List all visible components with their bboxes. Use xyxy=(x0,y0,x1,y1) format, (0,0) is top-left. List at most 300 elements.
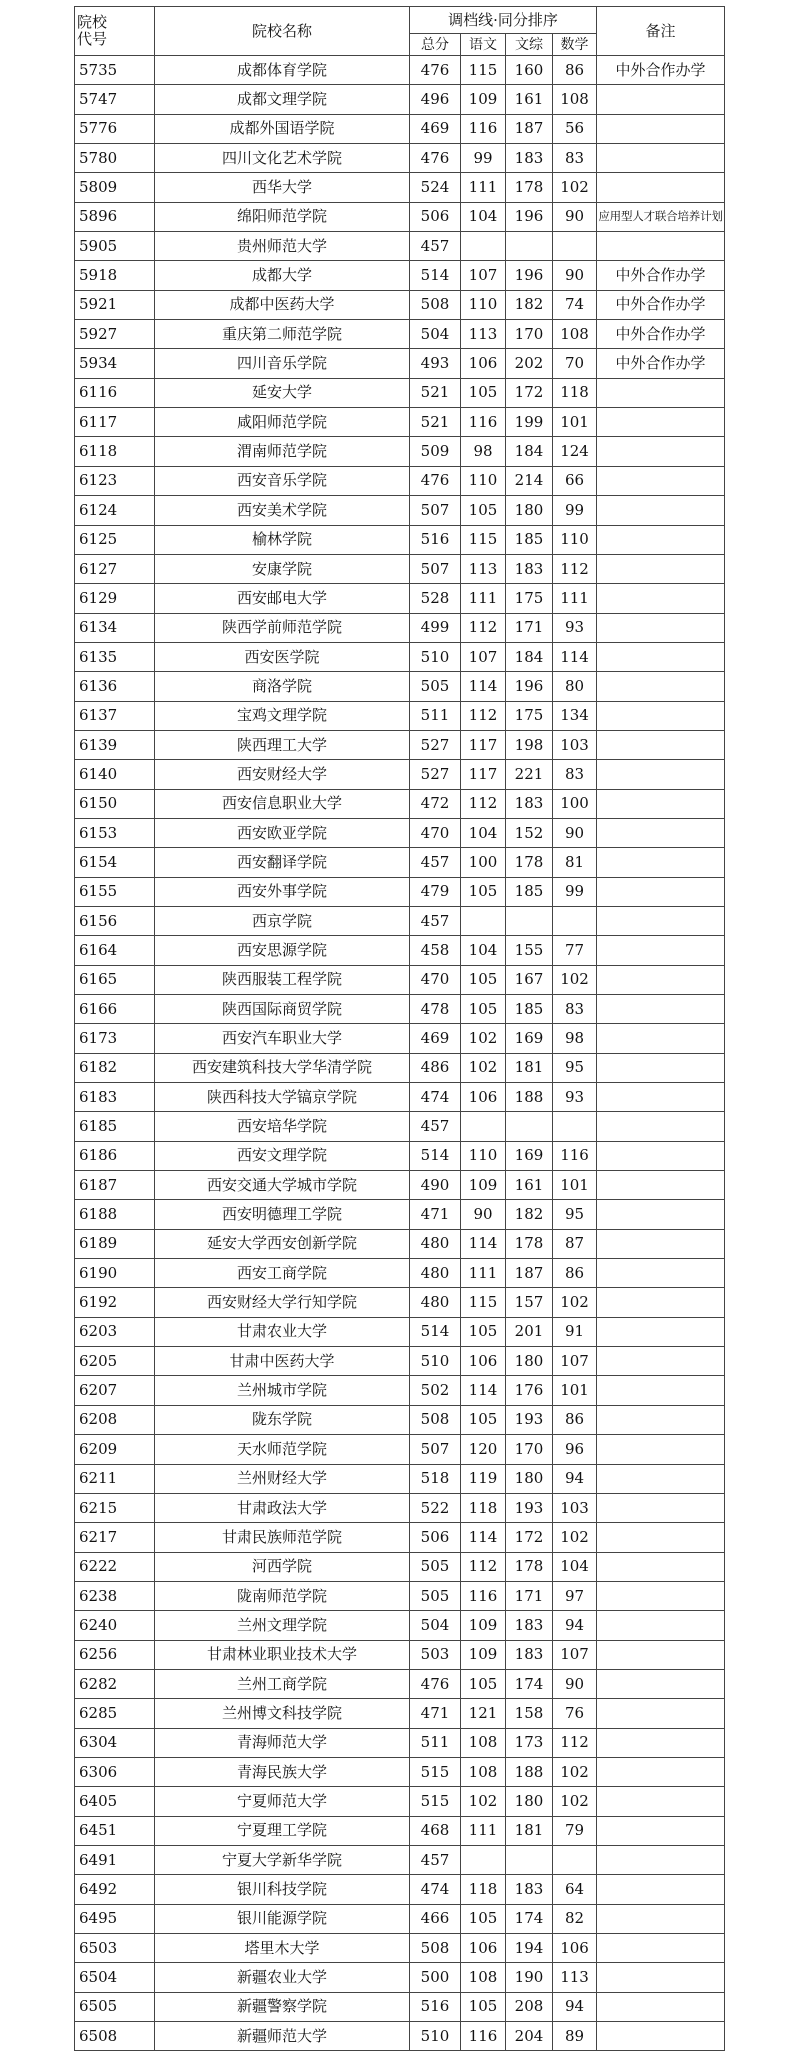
school-code-cell: 6192 xyxy=(75,1288,155,1317)
school-name-cell: 西安思源学院 xyxy=(155,936,410,965)
math-score-cell xyxy=(553,1112,597,1141)
total-score-cell: 476 xyxy=(410,56,461,85)
math-score-cell: 70 xyxy=(553,349,597,378)
table-row xyxy=(75,1963,725,1992)
school-name-cell: 天水师范学院 xyxy=(155,1435,410,1464)
math-score-cell: 99 xyxy=(553,496,597,525)
chinese-score-cell: 102 xyxy=(461,1024,506,1053)
chinese-score-cell: 119 xyxy=(461,1464,506,1493)
table-row xyxy=(75,1200,725,1229)
school-code-cell: 6125 xyxy=(75,525,155,554)
liberal-arts-score-cell xyxy=(506,1845,553,1874)
total-score-cell: 476 xyxy=(410,1669,461,1698)
school-code-cell: 6183 xyxy=(75,1083,155,1112)
liberal-arts-score-cell: 198 xyxy=(506,730,553,759)
remark-cell xyxy=(597,1347,725,1376)
table-row xyxy=(75,1024,725,1053)
chinese-score-cell: 107 xyxy=(461,261,506,290)
remark-cell xyxy=(597,642,725,671)
table-row xyxy=(75,1757,725,1786)
school-code-cell: 6137 xyxy=(75,701,155,730)
table-row xyxy=(75,1317,725,1346)
total-score-cell: 490 xyxy=(410,1171,461,1200)
table-row xyxy=(75,1787,725,1816)
school-name-cell: 西安翻译学院 xyxy=(155,848,410,877)
school-name-cell: 兰州工商学院 xyxy=(155,1669,410,1698)
liberal-arts-score-cell: 194 xyxy=(506,1934,553,1963)
remark-cell xyxy=(597,760,725,789)
chinese-score-cell: 115 xyxy=(461,525,506,554)
remark-cell xyxy=(597,1699,725,1728)
school-name-cell: 成都体育学院 xyxy=(155,56,410,85)
remark-cell xyxy=(597,466,725,495)
school-name-cell: 青海师范大学 xyxy=(155,1728,410,1757)
header-liberal-arts-score: 文综 xyxy=(506,34,553,56)
school-name-cell: 西安外事学院 xyxy=(155,877,410,906)
school-code-cell: 6205 xyxy=(75,1347,155,1376)
school-name-cell: 西华大学 xyxy=(155,173,410,202)
admission-score-table xyxy=(74,6,725,2051)
liberal-arts-score-cell: 196 xyxy=(506,202,553,231)
table-row xyxy=(75,1904,725,1933)
total-score-cell: 516 xyxy=(410,1992,461,2021)
remark-cell xyxy=(597,554,725,583)
liberal-arts-score-cell: 183 xyxy=(506,1640,553,1669)
remark-cell xyxy=(597,1317,725,1346)
table-row xyxy=(75,642,725,671)
liberal-arts-score-cell: 171 xyxy=(506,613,553,642)
remark-cell xyxy=(597,1053,725,1082)
school-name-cell: 新疆师范大学 xyxy=(155,2022,410,2051)
school-name-cell: 陇东学院 xyxy=(155,1405,410,1434)
total-score-cell: 507 xyxy=(410,496,461,525)
table-row xyxy=(75,1992,725,2021)
math-score-cell xyxy=(553,232,597,261)
total-score-cell: 500 xyxy=(410,1963,461,1992)
chinese-score-cell: 109 xyxy=(461,1640,506,1669)
school-code-cell: 6451 xyxy=(75,1816,155,1845)
school-name-cell: 兰州博文科技学院 xyxy=(155,1699,410,1728)
school-name-cell: 甘肃林业职业技术大学 xyxy=(155,1640,410,1669)
table-row xyxy=(75,789,725,818)
math-score-cell: 87 xyxy=(553,1229,597,1258)
total-score-cell: 486 xyxy=(410,1053,461,1082)
school-code-cell: 6209 xyxy=(75,1435,155,1464)
total-score-cell: 457 xyxy=(410,1112,461,1141)
chinese-score-cell: 111 xyxy=(461,584,506,613)
table-row xyxy=(75,1640,725,1669)
total-score-cell: 457 xyxy=(410,1845,461,1874)
remark-cell xyxy=(597,1875,725,1904)
remark-cell xyxy=(597,1963,725,1992)
liberal-arts-score-cell: 183 xyxy=(506,1611,553,1640)
chinese-score-cell: 110 xyxy=(461,1141,506,1170)
remark-cell xyxy=(597,1376,725,1405)
total-score-cell: 508 xyxy=(410,290,461,319)
math-score-cell: 101 xyxy=(553,408,597,437)
school-name-cell: 河西学院 xyxy=(155,1552,410,1581)
total-score-cell: 471 xyxy=(410,1200,461,1229)
total-score-cell: 457 xyxy=(410,906,461,935)
chinese-score-cell xyxy=(461,1845,506,1874)
math-score-cell: 116 xyxy=(553,1141,597,1170)
school-code-cell: 6505 xyxy=(75,1992,155,2021)
admission-score-table-sheet xyxy=(74,6,724,2051)
math-score-cell: 118 xyxy=(553,378,597,407)
chinese-score-cell: 100 xyxy=(461,848,506,877)
table-row xyxy=(75,818,725,847)
chinese-score-cell: 105 xyxy=(461,877,506,906)
math-score-cell: 112 xyxy=(553,554,597,583)
chinese-score-cell: 114 xyxy=(461,1376,506,1405)
school-name-cell: 西安财经大学 xyxy=(155,760,410,789)
school-name-cell: 榆林学院 xyxy=(155,525,410,554)
total-score-cell: 524 xyxy=(410,173,461,202)
chinese-score-cell xyxy=(461,1112,506,1141)
total-score-cell: 458 xyxy=(410,936,461,965)
liberal-arts-score-cell: 208 xyxy=(506,1992,553,2021)
remark-cell xyxy=(597,995,725,1024)
liberal-arts-score-cell: 188 xyxy=(506,1757,553,1786)
school-name-cell: 成都中医药大学 xyxy=(155,290,410,319)
math-score-cell: 94 xyxy=(553,1611,597,1640)
math-score-cell: 94 xyxy=(553,1464,597,1493)
math-score-cell: 66 xyxy=(553,466,597,495)
school-name-cell: 西安明德理工学院 xyxy=(155,1200,410,1229)
table-row xyxy=(75,1669,725,1698)
chinese-score-cell: 105 xyxy=(461,995,506,1024)
school-code-cell: 6182 xyxy=(75,1053,155,1082)
table-header xyxy=(75,7,725,56)
total-score-cell: 474 xyxy=(410,1875,461,1904)
total-score-cell: 470 xyxy=(410,965,461,994)
school-name-cell: 甘肃民族师范学院 xyxy=(155,1523,410,1552)
school-code-cell: 6304 xyxy=(75,1728,155,1757)
math-score-cell: 96 xyxy=(553,1435,597,1464)
total-score-cell: 505 xyxy=(410,1581,461,1610)
total-score-cell: 503 xyxy=(410,1640,461,1669)
remark-cell xyxy=(597,701,725,730)
school-name-cell: 青海民族大学 xyxy=(155,1757,410,1786)
chinese-score-cell: 105 xyxy=(461,1669,506,1698)
remark-cell xyxy=(597,1405,725,1434)
math-score-cell: 86 xyxy=(553,56,597,85)
liberal-arts-score-cell: 170 xyxy=(506,1435,553,1464)
table-row xyxy=(75,906,725,935)
total-score-cell: 506 xyxy=(410,202,461,231)
table-row xyxy=(75,554,725,583)
liberal-arts-score-cell: 180 xyxy=(506,1464,553,1493)
table-row xyxy=(75,378,725,407)
total-score-cell: 468 xyxy=(410,1816,461,1845)
remark-cell xyxy=(597,965,725,994)
chinese-score-cell: 106 xyxy=(461,1347,506,1376)
remark-cell xyxy=(597,525,725,554)
total-score-cell: 457 xyxy=(410,848,461,877)
table-row xyxy=(75,1699,725,1728)
chinese-score-cell: 116 xyxy=(461,114,506,143)
total-score-cell: 469 xyxy=(410,114,461,143)
chinese-score-cell: 102 xyxy=(461,1787,506,1816)
total-score-cell: 479 xyxy=(410,877,461,906)
school-code-cell: 6123 xyxy=(75,466,155,495)
math-score-cell: 64 xyxy=(553,1875,597,1904)
chinese-score-cell: 108 xyxy=(461,1728,506,1757)
math-score-cell: 90 xyxy=(553,261,597,290)
math-score-cell: 103 xyxy=(553,1493,597,1522)
liberal-arts-score-cell: 199 xyxy=(506,408,553,437)
math-score-cell: 134 xyxy=(553,701,597,730)
school-name-cell: 成都文理学院 xyxy=(155,85,410,114)
remark-cell xyxy=(597,789,725,818)
table-row xyxy=(75,701,725,730)
math-score-cell: 102 xyxy=(553,1523,597,1552)
math-score-cell: 56 xyxy=(553,114,597,143)
school-name-cell: 安康学院 xyxy=(155,554,410,583)
school-code-cell: 5747 xyxy=(75,85,155,114)
chinese-score-cell: 113 xyxy=(461,554,506,583)
remark-cell xyxy=(597,1669,725,1698)
total-score-cell: 504 xyxy=(410,320,461,349)
total-score-cell: 515 xyxy=(410,1787,461,1816)
table-row xyxy=(75,1552,725,1581)
liberal-arts-score-cell: 181 xyxy=(506,1053,553,1082)
school-code-cell: 6222 xyxy=(75,1552,155,1581)
chinese-score-cell: 112 xyxy=(461,1552,506,1581)
total-score-cell: 502 xyxy=(410,1376,461,1405)
school-code-cell: 6508 xyxy=(75,2022,155,2051)
math-score-cell: 90 xyxy=(553,818,597,847)
chinese-score-cell: 113 xyxy=(461,320,506,349)
remark-cell xyxy=(597,613,725,642)
school-code-cell: 6238 xyxy=(75,1581,155,1610)
math-score-cell: 108 xyxy=(553,320,597,349)
math-score-cell: 94 xyxy=(553,1992,597,2021)
remark-cell xyxy=(597,672,725,701)
math-score-cell xyxy=(553,906,597,935)
remark-cell xyxy=(597,1464,725,1493)
school-code-cell: 6164 xyxy=(75,936,155,965)
remark-cell xyxy=(597,1845,725,1874)
math-score-cell: 98 xyxy=(553,1024,597,1053)
school-code-cell: 6154 xyxy=(75,848,155,877)
remark-cell xyxy=(597,1992,725,2021)
total-score-cell: 474 xyxy=(410,1083,461,1112)
chinese-score-cell: 106 xyxy=(461,1934,506,1963)
math-score-cell: 102 xyxy=(553,1288,597,1317)
remark-cell xyxy=(597,85,725,114)
math-score-cell: 104 xyxy=(553,1552,597,1581)
math-score-cell: 95 xyxy=(553,1053,597,1082)
liberal-arts-score-cell: 161 xyxy=(506,85,553,114)
table-row xyxy=(75,1229,725,1258)
total-score-cell: 466 xyxy=(410,1904,461,1933)
liberal-arts-score-cell: 174 xyxy=(506,1669,553,1698)
school-code-cell: 6188 xyxy=(75,1200,155,1229)
school-code-cell: 5896 xyxy=(75,202,155,231)
total-score-cell: 511 xyxy=(410,1728,461,1757)
math-score-cell: 81 xyxy=(553,848,597,877)
remark-cell xyxy=(597,1171,725,1200)
liberal-arts-score-cell: 183 xyxy=(506,1875,553,1904)
table-row xyxy=(75,1493,725,1522)
table-row xyxy=(75,848,725,877)
school-code-cell: 6185 xyxy=(75,1112,155,1141)
school-code-cell: 6150 xyxy=(75,789,155,818)
school-code-cell: 6118 xyxy=(75,437,155,466)
school-code-cell: 6495 xyxy=(75,1904,155,1933)
liberal-arts-score-cell: 183 xyxy=(506,144,553,173)
school-code-cell: 6217 xyxy=(75,1523,155,1552)
total-score-cell: 528 xyxy=(410,584,461,613)
chinese-score-cell: 98 xyxy=(461,437,506,466)
remark-cell: 中外合作办学 xyxy=(597,56,725,85)
liberal-arts-score-cell: 221 xyxy=(506,760,553,789)
liberal-arts-score-cell: 182 xyxy=(506,290,553,319)
table-row xyxy=(75,85,725,114)
liberal-arts-score-cell: 193 xyxy=(506,1493,553,1522)
total-score-cell: 511 xyxy=(410,701,461,730)
table-row xyxy=(75,466,725,495)
total-score-cell: 510 xyxy=(410,2022,461,2051)
table-row xyxy=(75,56,725,85)
remark-cell xyxy=(597,1611,725,1640)
header-total-score: 总分 xyxy=(410,34,461,56)
remark-cell xyxy=(597,848,725,877)
school-name-cell: 西安文理学院 xyxy=(155,1141,410,1170)
math-score-cell: 100 xyxy=(553,789,597,818)
table-row xyxy=(75,1523,725,1552)
school-name-cell: 延安大学西安创新学院 xyxy=(155,1229,410,1258)
total-score-cell: 480 xyxy=(410,1229,461,1258)
chinese-score-cell: 110 xyxy=(461,290,506,319)
total-score-cell: 472 xyxy=(410,789,461,818)
math-score-cell: 77 xyxy=(553,936,597,965)
total-score-cell: 507 xyxy=(410,1435,461,1464)
table-row xyxy=(75,261,725,290)
liberal-arts-score-cell: 167 xyxy=(506,965,553,994)
liberal-arts-score-cell: 160 xyxy=(506,56,553,85)
total-score-cell: 514 xyxy=(410,261,461,290)
chinese-score-cell: 104 xyxy=(461,202,506,231)
math-score-cell: 83 xyxy=(553,760,597,789)
math-score-cell: 90 xyxy=(553,1669,597,1698)
school-code-cell: 6240 xyxy=(75,1611,155,1640)
school-code-cell: 6190 xyxy=(75,1259,155,1288)
remark-cell xyxy=(597,1904,725,1933)
math-score-cell: 113 xyxy=(553,1963,597,1992)
chinese-score-cell: 105 xyxy=(461,496,506,525)
total-score-cell: 508 xyxy=(410,1405,461,1434)
table-row xyxy=(75,202,725,231)
liberal-arts-score-cell: 181 xyxy=(506,1816,553,1845)
school-code-cell: 5780 xyxy=(75,144,155,173)
remark-cell xyxy=(597,1083,725,1112)
chinese-score-cell: 107 xyxy=(461,642,506,671)
school-code-cell: 6186 xyxy=(75,1141,155,1170)
remark-cell xyxy=(597,1581,725,1610)
total-score-cell: 505 xyxy=(410,1552,461,1581)
math-score-cell: 101 xyxy=(553,1376,597,1405)
chinese-score-cell: 105 xyxy=(461,378,506,407)
school-code-cell: 5921 xyxy=(75,290,155,319)
chinese-score-cell: 106 xyxy=(461,349,506,378)
school-code-cell: 6124 xyxy=(75,496,155,525)
math-score-cell: 103 xyxy=(553,730,597,759)
chinese-score-cell: 110 xyxy=(461,466,506,495)
header-remark: 备注 xyxy=(597,7,725,56)
school-code-cell: 6139 xyxy=(75,730,155,759)
remark-cell xyxy=(597,1787,725,1816)
table-row xyxy=(75,114,725,143)
remark-cell xyxy=(597,1934,725,1963)
school-code-cell: 6165 xyxy=(75,965,155,994)
total-score-cell: 506 xyxy=(410,1523,461,1552)
chinese-score-cell: 118 xyxy=(461,1493,506,1522)
table-row xyxy=(75,349,725,378)
remark-cell xyxy=(597,1288,725,1317)
school-code-cell: 6215 xyxy=(75,1493,155,1522)
school-name-cell: 西安建筑科技大学华清学院 xyxy=(155,1053,410,1082)
liberal-arts-score-cell: 185 xyxy=(506,525,553,554)
remark-cell xyxy=(597,1141,725,1170)
remark-cell xyxy=(597,584,725,613)
math-score-cell: 101 xyxy=(553,1171,597,1200)
remark-cell xyxy=(597,408,725,437)
table-row xyxy=(75,1816,725,1845)
school-code-cell: 6492 xyxy=(75,1875,155,1904)
math-score-cell: 80 xyxy=(553,672,597,701)
school-name-cell: 陕西理工大学 xyxy=(155,730,410,759)
school-code-cell: 6127 xyxy=(75,554,155,583)
remark-cell xyxy=(597,936,725,965)
remark-cell xyxy=(597,1112,725,1141)
math-score-cell: 76 xyxy=(553,1699,597,1728)
remark-cell xyxy=(597,2022,725,2051)
school-name-cell: 西安工商学院 xyxy=(155,1259,410,1288)
school-name-cell: 新疆农业大学 xyxy=(155,1963,410,1992)
school-code-cell: 5776 xyxy=(75,114,155,143)
table-row xyxy=(75,1288,725,1317)
chinese-score-cell: 115 xyxy=(461,56,506,85)
liberal-arts-score-cell: 170 xyxy=(506,320,553,349)
math-score-cell: 114 xyxy=(553,642,597,671)
total-score-cell: 514 xyxy=(410,1141,461,1170)
table-row xyxy=(75,320,725,349)
school-code-cell: 6173 xyxy=(75,1024,155,1053)
table-row xyxy=(75,1053,725,1082)
school-name-cell: 商洛学院 xyxy=(155,672,410,701)
liberal-arts-score-cell xyxy=(506,232,553,261)
school-code-cell: 6208 xyxy=(75,1405,155,1434)
remark-cell: 应用型人才联合培养计划 xyxy=(597,202,725,231)
total-score-cell: 527 xyxy=(410,760,461,789)
total-score-cell: 521 xyxy=(410,378,461,407)
liberal-arts-score-cell: 175 xyxy=(506,701,553,730)
total-score-cell: 521 xyxy=(410,408,461,437)
liberal-arts-score-cell: 202 xyxy=(506,349,553,378)
math-score-cell: 107 xyxy=(553,1347,597,1376)
math-score-cell xyxy=(553,1845,597,1874)
school-name-cell: 宁夏理工学院 xyxy=(155,1816,410,1845)
liberal-arts-score-cell: 171 xyxy=(506,1581,553,1610)
remark-cell: 中外合作办学 xyxy=(597,290,725,319)
remark-cell xyxy=(597,1757,725,1786)
table-row xyxy=(75,1581,725,1610)
total-score-cell: 516 xyxy=(410,525,461,554)
school-code-cell: 6207 xyxy=(75,1376,155,1405)
chinese-score-cell: 111 xyxy=(461,173,506,202)
